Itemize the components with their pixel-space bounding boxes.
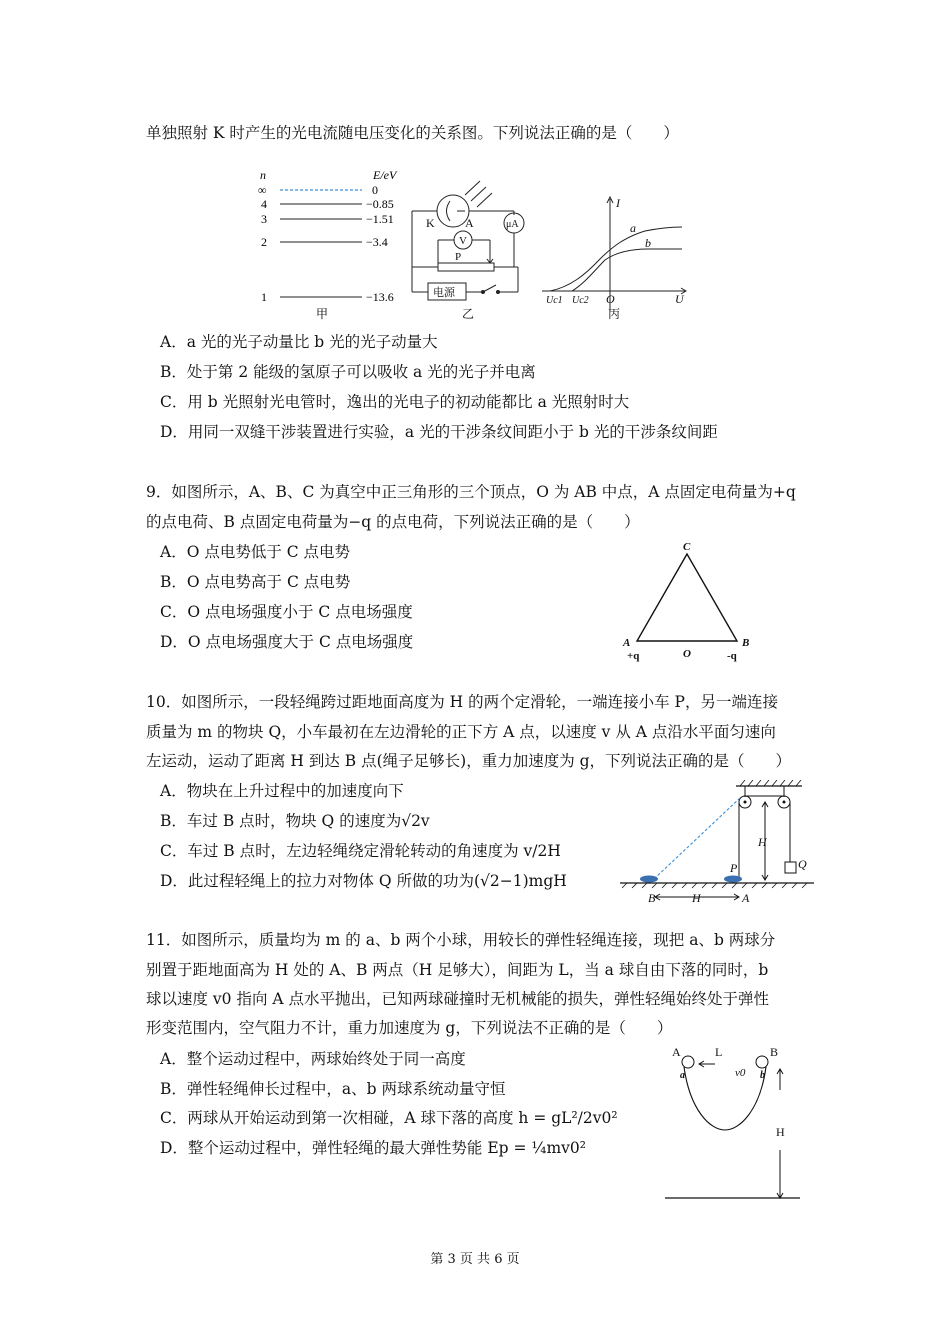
q9-option-c: C．O 点电场强度小于 C 点电场强度 [160, 603, 413, 621]
level-e: −0.85 [366, 197, 394, 211]
q8-figures [250, 165, 700, 325]
caption-yi: 乙 [462, 307, 475, 321]
label-B: B [648, 891, 656, 905]
level-n: 1 [261, 290, 267, 304]
level-e: −13.6 [366, 290, 394, 304]
label-U: U [675, 292, 684, 306]
vertex-A: A [623, 637, 631, 649]
label-P: P [730, 861, 738, 875]
level-n: 2 [261, 235, 267, 249]
level-e: 0 [372, 183, 378, 197]
label-A: A [465, 216, 474, 230]
energy-level-diagram [258, 168, 398, 321]
car-at-B [640, 876, 658, 883]
q8-option-a: A．a 光的光子动量比 b 光的光子动量大 [160, 333, 438, 351]
label-b: b [645, 236, 651, 250]
label-A: A [672, 1045, 681, 1059]
q9-triangle-figure [615, 540, 760, 665]
q8-option-d: D．用同一双缝干涉装置进行实验，a 光的干涉条纹间距小于 b 光的干涉条纹间距 [160, 423, 718, 441]
q10-option-b: B．车过 B 点时，物块 Q 的速度为√2v [160, 812, 430, 830]
ball-b [756, 1056, 768, 1068]
q11-option-c: C．两球从开始运动到第一次相碰，A 球下落的高度 h = gL²/2v0² [160, 1109, 618, 1127]
q11-line-2: 别置于距地面高为 H 处的 A、B 两点（H 足够大），间距为 L，当 a 球自由下落的同时，b [146, 961, 769, 979]
label-P: P [455, 251, 462, 263]
page-footer: 第 3 页 共 6 页 [430, 1252, 520, 1267]
charge-minus: -q [727, 650, 737, 662]
q11-line-1: 11．如图所示，质量均为 m 的 a、b 两个小球，用较长的弹性轻绳连接，现把 a、b 两球分 [146, 931, 776, 949]
q11-option-b: B．弹性轻绳伸长过程中，a、b 两球系统动量守恒 [160, 1080, 506, 1098]
q10-option-c: C．车过 B 点时，左边轻绳绕定滑轮转动的角速度为 v/2H [160, 842, 561, 860]
label-uA: μA [506, 219, 519, 230]
q10-line-2: 质量为 m 的物块 Q，小车最初在左边滑轮的正下方 A 点，以速度 v 从 A 点沿水平面匀速向 [146, 723, 776, 741]
point-O: O [683, 648, 691, 660]
charge-plus: +q [627, 650, 640, 662]
label-v0: v0 [735, 1067, 746, 1079]
level-n: 4 [261, 197, 267, 211]
label-I: I [616, 196, 620, 210]
block-Q [785, 862, 796, 873]
label-B: B [770, 1045, 779, 1059]
label-a: a [680, 1070, 685, 1081]
level-e: −3.4 [366, 235, 388, 249]
label-O: O [606, 292, 615, 306]
car-P [724, 876, 742, 883]
q9-option-d: D．O 点电场强度大于 C 点电场强度 [160, 633, 414, 651]
q8-option-b: B．处于第 2 能级的氢原子可以吸收 a 光的光子并电离 [160, 363, 536, 381]
ball-a [682, 1056, 694, 1068]
level-n: 3 [261, 212, 267, 226]
level-e: −1.51 [366, 212, 394, 226]
label-a: a [630, 221, 636, 235]
label-L: L [715, 1045, 723, 1059]
e-header: E/eV [373, 168, 397, 182]
label-K: K [426, 216, 435, 230]
label-b: b [760, 1070, 765, 1081]
vertex-B: B [742, 637, 750, 649]
label-H-vertical: H [758, 835, 767, 849]
level-n: ∞ [258, 183, 267, 197]
label-source: 电源 [433, 287, 455, 299]
q9-option-a: A．O 点电势低于 C 点电势 [160, 543, 351, 561]
q11-balls-figure [660, 1040, 810, 1210]
q9-line-1: 9．如图所示，A、B、C 为真空中正三角形的三个顶点，O 为 AB 中点，A 点固定电荷量为+q [146, 483, 796, 501]
label-H-horizontal: H [692, 891, 701, 905]
triangle [637, 554, 737, 641]
q11-line-3: 球以速度 v0 指向 A 点水平抛出，已知两球碰撞时无机械能的损失，弹性轻绳始终处于弹性 [146, 990, 770, 1008]
q11-option-a: A．整个运动过程中，两球始终处于同一高度 [160, 1050, 466, 1068]
q8-stem-tail: 单独照射 K 时产生的光电流随电压变化的关系图。下列说法正确的是（ ） [146, 124, 679, 142]
q9-line-2: 的点电荷、B 点固定电荷量为−q 的点电荷，下列说法正确的是（ ） [146, 513, 640, 531]
label-A: A [742, 891, 750, 905]
label-Uc2: Uc2 [572, 295, 589, 306]
q10-pulley-figure [618, 780, 818, 910]
q10-line-3: 左运动，运动了距离 H 到达 B 点(绳子足够长)，重力加速度为 g，下列说法正确的是（ ） [146, 752, 792, 770]
label-Uc1: Uc1 [546, 295, 563, 306]
q10-line-1: 10．如图所示，一段轻绳跨过距地面高度为 H 的两个定滑轮，一端连接小车 P，另一端连接 [146, 693, 778, 711]
curve-a [550, 227, 682, 291]
vertex-C: C [683, 541, 691, 553]
caption-bing: 丙 [608, 307, 621, 321]
q11-option-d: D．整个运动过程中，弹性轻绳的最大弹性势能 Ep = ¼mv0² [160, 1139, 586, 1157]
n-header: n [260, 168, 266, 182]
label-H: H [776, 1125, 785, 1139]
q10-option-a: A．物块在上升过程中的加速度向下 [160, 782, 404, 800]
label-Q: Q [798, 857, 807, 871]
label-V: V [459, 235, 467, 247]
q8-option-c: C．用 b 光照射光电管时，逸出的光电子的初动能都比 a 光照射时大 [160, 393, 630, 411]
elastic-cord [684, 1067, 766, 1130]
caption-jia: 甲 [316, 307, 329, 321]
photoelectric-circuit [412, 181, 524, 300]
rheostat [438, 263, 494, 271]
q10-option-d: D．此过程轻绳上的拉力对物体 Q 所做的功为(√2−1)mgH [160, 872, 567, 890]
q11-line-4: 形变范围内，空气阻力不计，重力加速度为 g，下列说法不正确的是（ ） [146, 1019, 673, 1037]
q9-option-b: B．O 点电势高于 C 点电势 [160, 573, 351, 591]
